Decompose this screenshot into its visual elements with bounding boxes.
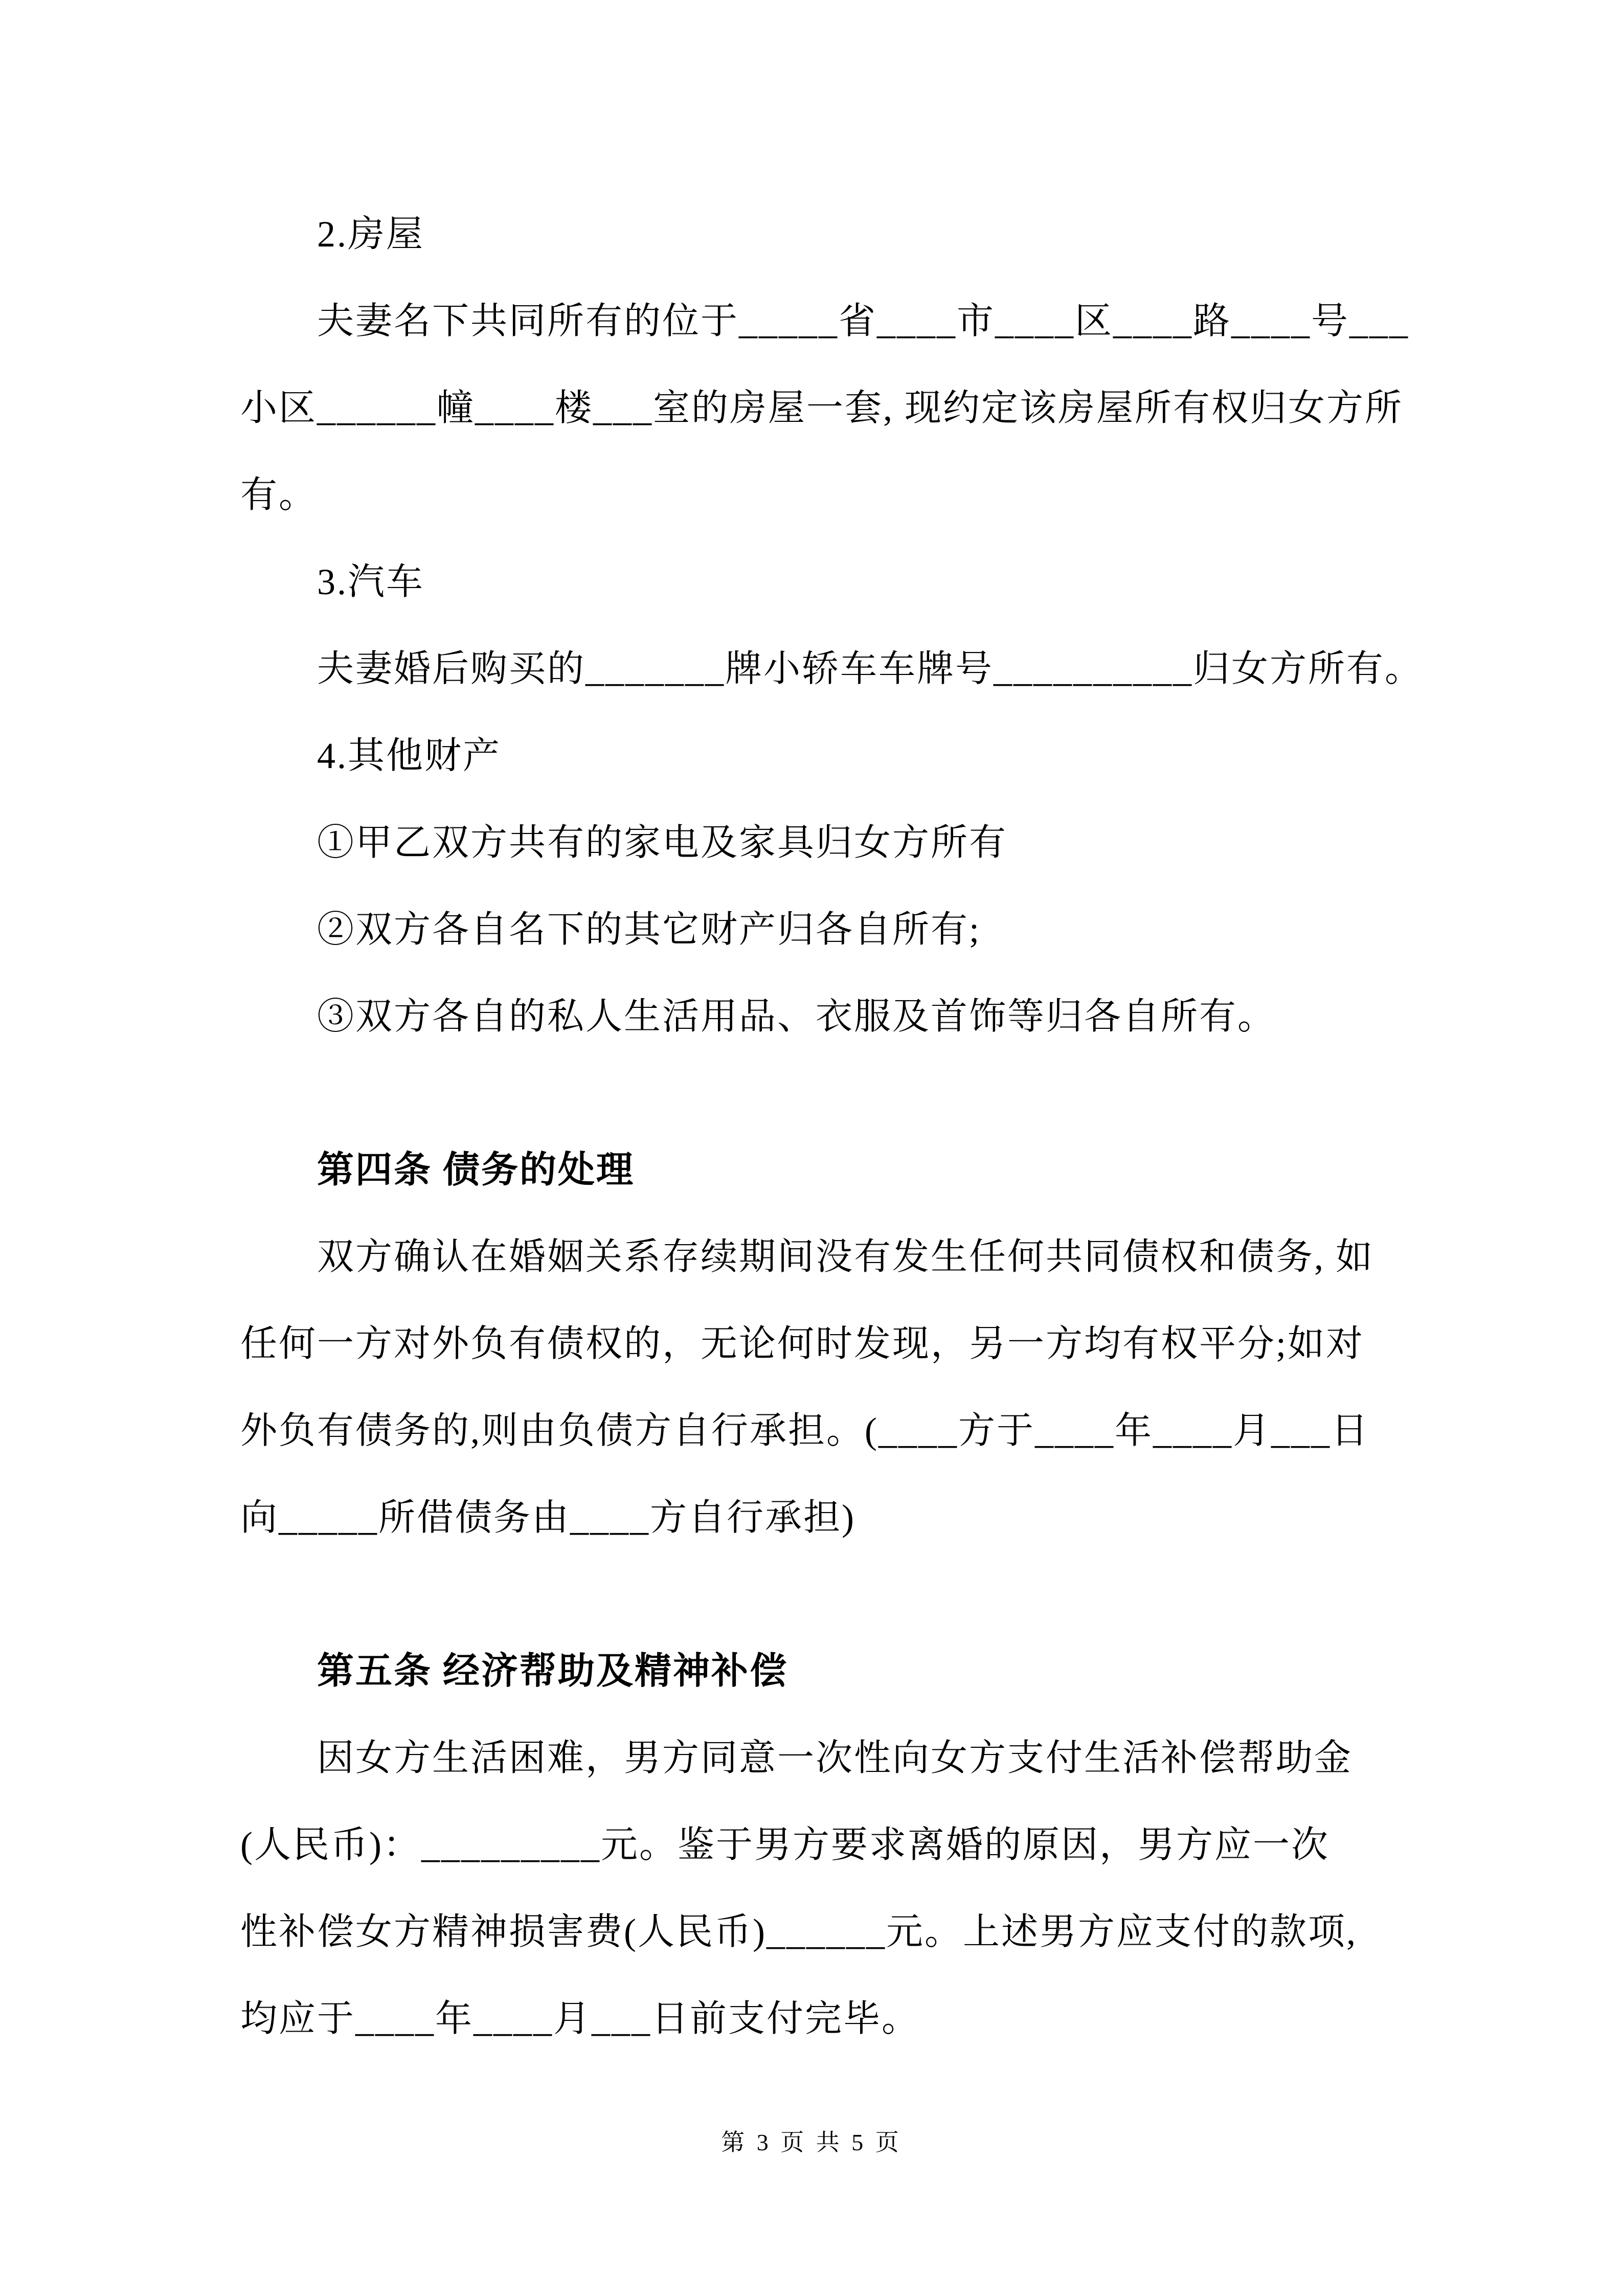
doc-line: 因女方生活困难，男方同意一次性向女方支付生活补偿帮助金 [317,1738,1353,1779]
doc-line-circled-1: ①甲乙双方共有的家电及家具归女方所有 [317,822,1008,863]
doc-line-circled-2: ②双方各自名下的其它财产归各自所有; [317,909,981,950]
doc-line: 性补偿女方精神损害费(人民币)______元。上述男方应支付的款项, [240,1911,1357,1952]
doc-line: 夫妻名下共同所有的位于_____省____市____区____路____号___ [317,301,1410,342]
doc-line: 均应于____年____月___日前支付完毕。 [240,1998,920,2039]
doc-line: 向_____所借债务由____方自行承担) [240,1497,855,1538]
doc-line: (人民币)：_________元。鉴于男方要求离婚的原因，男方应一次 [240,1825,1329,1865]
clause-4-heading: 第四条 债务的处理 [317,1150,635,1190]
paragraph-gap [240,1060,1398,1127]
page-footer: 第 3 页 共 5 页 [721,2129,902,2155]
item-4-other-property-title: 4.其他财产 [317,735,502,776]
doc-line: 外负有债务的,则由负债方自行承担。(____方于____年____月___日 [240,1410,1369,1451]
item-2-house-title: 2.房屋 [317,214,425,255]
item-3-car-title: 3.汽车 [317,561,425,602]
doc-line: 小区______幢____楼___室的房屋一套, 现约定该房屋所有权归女方所 [240,388,1404,429]
document-body [0,191,1623,2062]
paragraph-gap [240,1561,1398,1628]
doc-line-circled-3: ③双方各自的私人生活用品、衣服及首饰等归各自所有。 [317,996,1276,1037]
doc-line: 双方确认在婚姻关系存续期间没有发生任何共同债权和债务, 如 [317,1236,1374,1277]
clause-5-heading: 第五条 经济帮助及精神补偿 [317,1651,788,1692]
doc-line: 任何一方对外负有债权的，无论何时发现，另一方均有权平分;如对 [240,1323,1365,1364]
doc-line: 有。 [240,475,318,515]
doc-line: 夫妻婚后购买的_______牌小轿车车牌号__________归女方所有。 [317,648,1424,689]
